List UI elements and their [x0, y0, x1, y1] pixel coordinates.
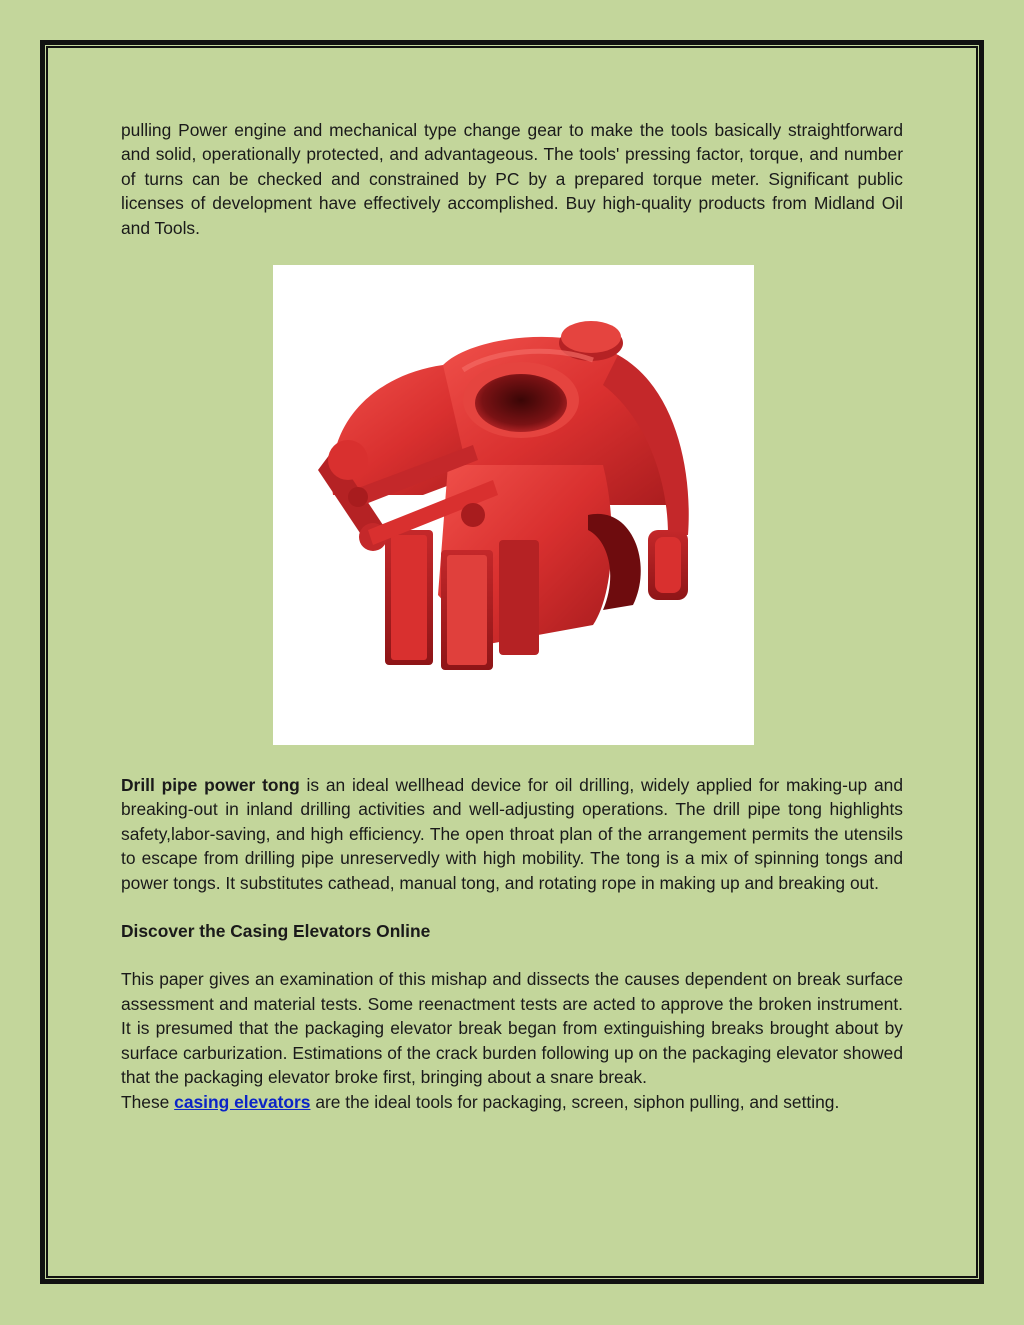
drill-pipe-power-tong-term: Drill pipe power tong — [121, 775, 300, 796]
section-heading: Discover the Casing Elevators Online — [121, 921, 431, 942]
product-image — [273, 265, 754, 745]
drill-pipe-paragraph — [121, 773, 903, 895]
casing-prefix: These — [121, 1091, 175, 1112]
casing-suffix: are the ideal tools for packaging, screen, siphon pulling, and setting. — [310, 1091, 840, 1112]
intro-paragraph: pulling Power engine and mechanical type change gear to make the tools basically straightforward and solid, operationally protected, and advantageous. The tools' pressing factor, torque, and number of turns can be checked and constrained by PC by a prepared torque meter. Significant public licenses of development have effectively accomplished. Buy high-quality products from Midland Oil and Tools. — [121, 120, 903, 238]
casing-elevators-paragraph — [121, 1090, 903, 1114]
red-casing-elevator-icon — [273, 265, 754, 745]
drill-pipe-description: is an ideal wellhead device for oil drilling, widely applied for making-up and breaking-out in inland drilling activities and well-adjusting operations. The drill pipe tong highlights safety,labor-saving, and high efficiency. The open throat plan of the arrangement permits the utensils to escape from drilling pipe unreservedly with high mobility. The tong is a mix of spinning tongs and power tongs. It substitutes cathead, manual tong, and rotating rope in making up and breaking out. — [121, 775, 903, 893]
document-content — [121, 118, 903, 1114]
examination-paragraph: This paper gives an examination of this mishap and dissects the causes dependent on break surface assessment and material tests. Some reenactment tests are acted to approve the broken instrument. It is presumed that the packaging elevator break began from extinguishing breaks brought about by surface carburization. Estimations of the crack burden following up on the packaging elevator showed that the packaging elevator broke first, bringing about a snare break. — [121, 969, 903, 1088]
casing-elevators-link[interactable]: casing elevators — [174, 1091, 311, 1112]
